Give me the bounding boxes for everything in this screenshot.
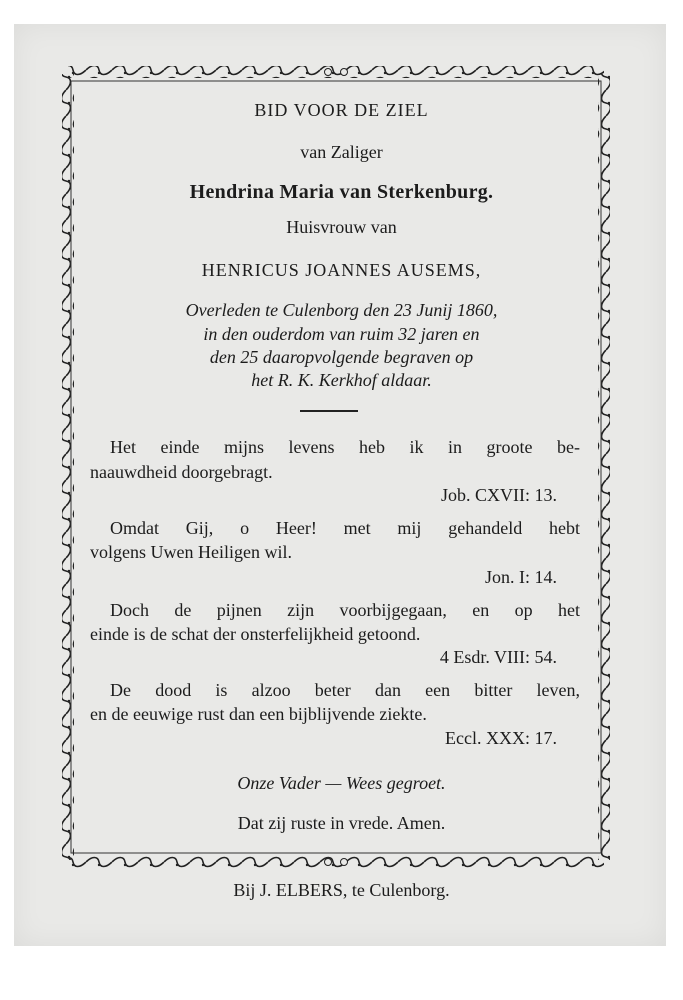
verse-line: Het einde mijns levens heb ik in groote be- bbox=[110, 437, 580, 457]
death-line: Overleden te Culenborg den 23 Junij 1860, bbox=[185, 300, 498, 320]
verse-reference: Eccl. XXX: 17. bbox=[445, 728, 557, 748]
printer-credit: Bij J. ELBERS, te Culenborg. bbox=[233, 880, 450, 900]
heading: BID VOOR DE ZIEL bbox=[254, 100, 429, 120]
death-line: den 25 daaropvolgende begraven op bbox=[209, 347, 474, 367]
death-line: in den ouderdom van ruim 32 jaren en bbox=[203, 324, 480, 344]
verse-reference: Jon. I: 14. bbox=[485, 567, 557, 587]
verse-line: einde is de schat der onsterfelijkheid getoond. bbox=[90, 624, 421, 644]
husband-name: HENRICUS JOANNES AUSEMS, bbox=[201, 260, 482, 280]
prayer: Onze Vader — Wees gegroet. bbox=[237, 773, 446, 793]
verse-line: en de eeuwige rust dan een bijblijvende ziekte. bbox=[90, 704, 427, 724]
death-line: het R. K. Kerkhof aldaar. bbox=[251, 370, 432, 390]
verse-reference: 4 Esdr. VIII: 54. bbox=[439, 647, 557, 667]
verse-line: Omdat Gij, o Heer! met mij gehandeld hebt bbox=[110, 518, 580, 538]
van-zaliger: van Zaliger bbox=[300, 142, 383, 162]
verse-line: Doch de pijnen zijn voorbijgegaan, en op het bbox=[110, 600, 580, 620]
verse-line: volgens Uwen Heiligen wil. bbox=[90, 542, 292, 562]
divider bbox=[300, 410, 358, 412]
huisvrouw-label: Huisvrouw van bbox=[286, 217, 397, 237]
deceased-name: Hendrina Maria van Sterkenburg. bbox=[189, 181, 494, 203]
verse-reference: Job. CXVII: 13. bbox=[441, 485, 557, 505]
verse-line: De dood is alzoo beter dan een bitter leven, bbox=[110, 680, 580, 700]
verse-line: naauwdheid doorgebragt. bbox=[90, 462, 273, 482]
closing: Dat zij ruste in vrede. Amen. bbox=[237, 813, 446, 833]
